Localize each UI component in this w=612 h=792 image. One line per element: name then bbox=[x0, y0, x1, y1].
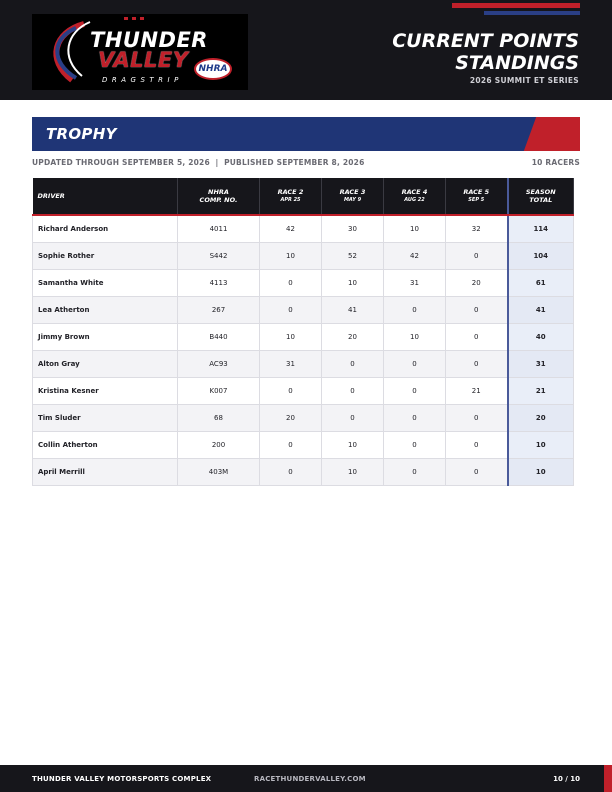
cell-race3: 20 bbox=[322, 323, 384, 350]
cell-season-total: 31 bbox=[508, 350, 574, 377]
standings-table bbox=[32, 178, 574, 486]
header-race3 bbox=[322, 178, 384, 215]
cell-race5: 20 bbox=[446, 269, 508, 296]
cell-race3: 10 bbox=[322, 431, 384, 458]
cell-driver: Lea Atherton bbox=[33, 296, 178, 323]
header-race2-date: APR 25 bbox=[280, 197, 301, 203]
header-red-stripe bbox=[452, 3, 580, 8]
footer-org: THUNDER VALLEY MOTORSPORTS COMPLEX bbox=[32, 775, 212, 783]
cell-race5: 0 bbox=[446, 242, 508, 269]
cell-race5: 32 bbox=[446, 215, 508, 242]
header-comp-line1: NHRA bbox=[208, 188, 229, 196]
cell-race5: 0 bbox=[446, 431, 508, 458]
cell-race3: 10 bbox=[322, 269, 384, 296]
header-season-total bbox=[508, 178, 574, 215]
table-row bbox=[33, 458, 574, 485]
cell-race3: 41 bbox=[322, 296, 384, 323]
cell-comp-no: AC93 bbox=[178, 350, 260, 377]
cell-comp-no: 68 bbox=[178, 404, 260, 431]
cell-driver: Samantha White bbox=[33, 269, 178, 296]
cell-race2: 10 bbox=[260, 323, 322, 350]
cell-race2: 0 bbox=[260, 458, 322, 485]
header-comp-no bbox=[178, 178, 260, 215]
cell-season-total: 114 bbox=[508, 215, 574, 242]
cell-comp-no: 403M bbox=[178, 458, 260, 485]
header-race3-label: RACE 3 bbox=[339, 188, 366, 196]
cell-comp-no: 4113 bbox=[178, 269, 260, 296]
cell-race4: 10 bbox=[384, 215, 446, 242]
cell-race2: 0 bbox=[260, 377, 322, 404]
updated-published-text: UPDATED THROUGH SEPTEMBER 5, 2026 | PUBLISHED SEPTEMBER 8, 2026 bbox=[32, 158, 365, 167]
cell-race4: 0 bbox=[384, 404, 446, 431]
table-header-row bbox=[33, 178, 574, 215]
cell-driver: Sophie Rother bbox=[33, 242, 178, 269]
cell-comp-no: B440 bbox=[178, 323, 260, 350]
page-header bbox=[0, 0, 612, 100]
racer-count: 10 RACERS bbox=[531, 158, 580, 167]
series-subtitle: 2026 SUMMIT ET SERIES bbox=[469, 76, 579, 85]
header-race4-label: RACE 4 bbox=[401, 188, 428, 196]
cell-season-total: 10 bbox=[508, 458, 574, 485]
cell-race4: 0 bbox=[384, 377, 446, 404]
cell-race4: 0 bbox=[384, 296, 446, 323]
cell-season-total: 10 bbox=[508, 431, 574, 458]
class-banner bbox=[32, 117, 580, 151]
cell-race4: 31 bbox=[384, 269, 446, 296]
cell-race3: 52 bbox=[322, 242, 384, 269]
banner-red-accent bbox=[524, 117, 580, 151]
cell-race4: 0 bbox=[384, 458, 446, 485]
cell-comp-no: 4011 bbox=[178, 215, 260, 242]
thunder-valley-logo bbox=[32, 14, 248, 90]
cell-race2: 42 bbox=[260, 215, 322, 242]
cell-season-total: 40 bbox=[508, 323, 574, 350]
cell-race5: 0 bbox=[446, 323, 508, 350]
table-row bbox=[33, 404, 574, 431]
header-driver: DRIVER bbox=[33, 178, 178, 215]
logo-word-valley: VALLEY bbox=[98, 48, 189, 72]
cell-season-total: 61 bbox=[508, 269, 574, 296]
header-total-line2: TOTAL bbox=[529, 196, 553, 204]
table-row bbox=[33, 377, 574, 404]
cell-comp-no: 267 bbox=[178, 296, 260, 323]
header-race2-label: RACE 2 bbox=[277, 188, 304, 196]
table-row bbox=[33, 431, 574, 458]
nhra-badge-text: NHRA bbox=[198, 64, 228, 74]
cell-race3: 0 bbox=[322, 350, 384, 377]
cell-comp-no: 200 bbox=[178, 431, 260, 458]
cell-season-total: 20 bbox=[508, 404, 574, 431]
header-blue-stripe bbox=[484, 11, 580, 15]
header-race4-date: AUG 22 bbox=[404, 197, 425, 203]
cell-driver: Richard Anderson bbox=[33, 215, 178, 242]
cell-race2: 0 bbox=[260, 269, 322, 296]
cell-race4: 0 bbox=[384, 431, 446, 458]
cell-race2: 0 bbox=[260, 296, 322, 323]
nhra-badge-icon bbox=[194, 58, 232, 80]
header-race3-date: MAY 9 bbox=[343, 197, 362, 203]
header-race5-label: RACE 5 bbox=[463, 188, 490, 196]
page-title bbox=[392, 30, 579, 74]
standings-body bbox=[33, 215, 574, 485]
cell-comp-no: K007 bbox=[178, 377, 260, 404]
cell-season-total: 21 bbox=[508, 377, 574, 404]
cell-driver: April Merrill bbox=[33, 458, 178, 485]
cell-race3: 30 bbox=[322, 215, 384, 242]
cell-driver: Jimmy Brown bbox=[33, 323, 178, 350]
cell-comp-no: S442 bbox=[178, 242, 260, 269]
cell-season-total: 104 bbox=[508, 242, 574, 269]
cell-race2: 10 bbox=[260, 242, 322, 269]
header-comp-line2: COMP. NO. bbox=[199, 196, 238, 204]
footer-red-accent bbox=[604, 765, 612, 792]
table-row bbox=[33, 269, 574, 296]
cell-race5: 0 bbox=[446, 404, 508, 431]
cell-race4: 0 bbox=[384, 350, 446, 377]
header-race2 bbox=[260, 178, 322, 215]
cell-driver: Kristina Kesner bbox=[33, 377, 178, 404]
header-race5-date: SEP 5 bbox=[468, 197, 485, 203]
page-footer bbox=[0, 765, 612, 792]
table-row bbox=[33, 215, 574, 242]
cell-race5: 21 bbox=[446, 377, 508, 404]
cell-season-total: 41 bbox=[508, 296, 574, 323]
table-row bbox=[33, 350, 574, 377]
header-total-line1: SEASON bbox=[525, 188, 556, 196]
page-title-line1: CURRENT POINTS bbox=[392, 30, 579, 52]
page-title-line2: STANDINGS bbox=[455, 52, 579, 74]
header-race4 bbox=[384, 178, 446, 215]
footer-site-link[interactable]: RACETHUNDERVALLEY.COM bbox=[254, 775, 366, 783]
table-row bbox=[33, 296, 574, 323]
table-row bbox=[33, 242, 574, 269]
logo-word-thunder: THUNDER bbox=[90, 28, 208, 52]
table-row bbox=[33, 323, 574, 350]
cell-race3: 0 bbox=[322, 404, 384, 431]
cell-race2: 0 bbox=[260, 431, 322, 458]
cell-driver: Tim Sluder bbox=[33, 404, 178, 431]
cell-race4: 10 bbox=[384, 323, 446, 350]
logo-word-dragstrip: DRAGSTRIP bbox=[102, 76, 183, 84]
cell-driver: Alton Gray bbox=[33, 350, 178, 377]
cell-race5: 0 bbox=[446, 458, 508, 485]
page-number: 10 / 10 bbox=[553, 775, 580, 783]
cell-race2: 20 bbox=[260, 404, 322, 431]
cell-race3: 0 bbox=[322, 377, 384, 404]
cell-race2: 31 bbox=[260, 350, 322, 377]
cell-race3: 10 bbox=[322, 458, 384, 485]
cell-race5: 0 bbox=[446, 296, 508, 323]
class-title: TROPHY bbox=[46, 125, 117, 143]
cell-race5: 0 bbox=[446, 350, 508, 377]
cell-driver: Collin Atherton bbox=[33, 431, 178, 458]
header-race5 bbox=[446, 178, 508, 215]
cell-race4: 42 bbox=[384, 242, 446, 269]
standings-meta bbox=[32, 158, 580, 167]
